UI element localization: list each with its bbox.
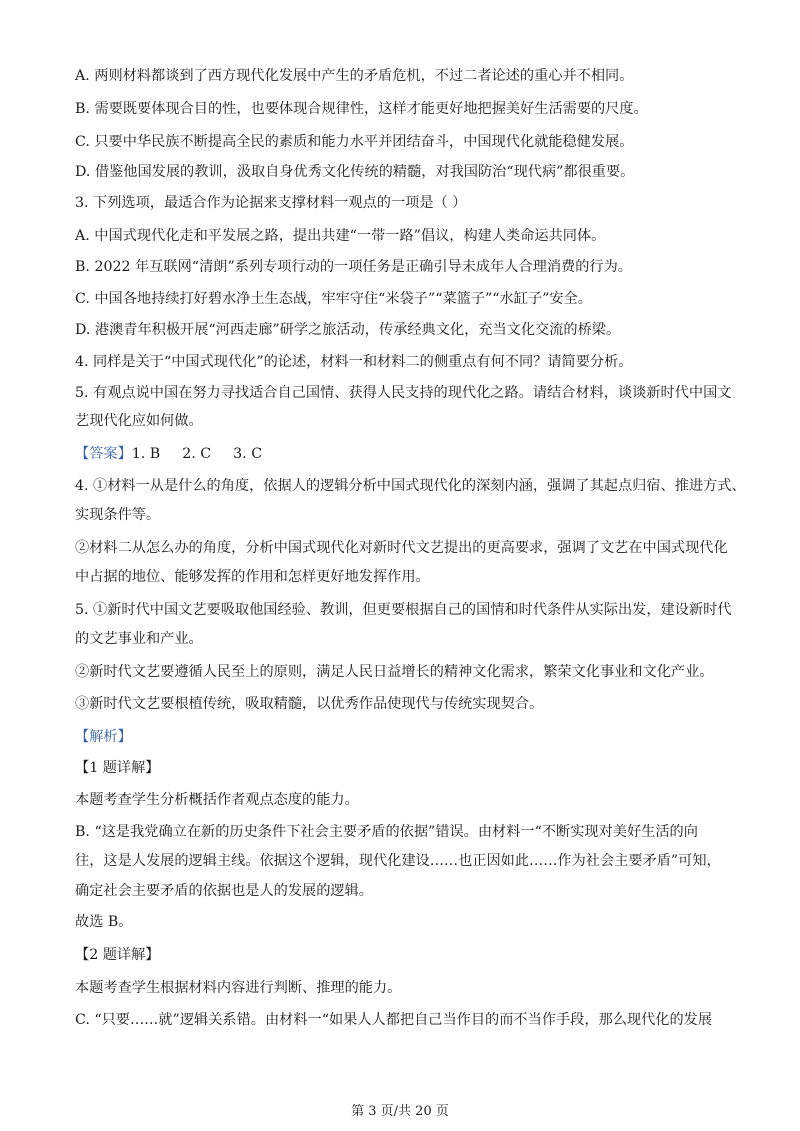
q2-option-b: B. 需要既要体现合目的性，也要体现合规律性，这样才能更好地把握美好生活需要的尺度。 [75, 101, 648, 117]
detail-1-line2: B. “这是我党确立在新的历史条件下社会主要矛盾的依据”错误。由材料一“不断实现对美好生活的向 [75, 824, 698, 840]
q4-stem: 4. 同样是关于“中国式现代化”的论述，材料一和材料二的侧重点有何不同？请简要分析。 [75, 354, 633, 370]
answer-5-point1-line1: 5. ①新时代中国文艺要吸取他国经验、教训，但更要根据自己的国情和时代条件从实际出发，建设新时代 [75, 602, 732, 618]
answer-label: 【答案】 [75, 446, 132, 462]
answer-5-point1-line2: 的文艺事业和产业。 [75, 631, 203, 647]
answer-3: 3. C [233, 446, 263, 462]
page-number: 第 3 页/共 20 页 [351, 1104, 449, 1119]
detail-1-line4: 确定社会主要矛盾的依据也是人的发展的逻辑。 [75, 883, 373, 899]
detail-2-line1: 本题考查学生根据材料内容进行判断、推理的能力。 [75, 980, 402, 996]
answer-4-point1-line2: 实现条件等。 [75, 507, 161, 523]
detail-1-line1: 本题考查学生分析概括作者观点态度的能力。 [75, 792, 359, 808]
q3-option-d: D. 港澳青年积极开展“河西走廊”研学之旅活动，传承经典文化，充当文化交流的桥梁。 [75, 322, 621, 338]
answer-4-point1-line1: 4. ①材料一从是什么的角度，依据人的逻辑分析中国式现代化的深刻内涵，强调了其起点归宿、推进方式、 [75, 478, 746, 494]
q2-option-d: D. 借鉴他国发展的教训，汲取自身优秀文化传统的精髓，对我国防治“现代病”都很重要。 [75, 164, 635, 180]
detail-1-title: 【1 题详解】 [75, 760, 160, 776]
detail-1-line3: 往，这是人发展的逻辑主线。依据这个逻辑，现代化建设……也正因如此……作为社会主要矛盾”可知， [75, 853, 721, 869]
detail-2-line2: C. “只要……就”逻辑关系错。由材料一“如果人人都把自己当作目的而不当作手段，那么现代化的发展 [75, 1012, 713, 1028]
q5-stem-line2: 艺现代化应如何做。 [75, 413, 203, 429]
q3-option-b: B. 2022 年互联网“清朗”系列专项行动的一项任务是正确引导未成年人合理消费的行为。 [75, 259, 632, 275]
answer-row [75, 444, 262, 464]
detail-2-title: 【2 题详解】 [75, 947, 160, 963]
q3-option-c: C. 中国各地持续打好碧水净土生态战，牢牢守住“米袋子”“菜篮子”“水缸子”安全。 [75, 291, 592, 307]
answer-2: 2. C [182, 446, 212, 462]
detail-1-line5: 故选 B。 [75, 914, 133, 930]
answer-1: 1. B [131, 446, 161, 462]
q3-stem: 3. 下列选项，最适合作为论据来支撑材料一观点的一项是（ ） [75, 195, 467, 211]
answer-4-point2-line2: 中占据的地位、能够发挥的作用和怎样更好地发挥作用。 [75, 569, 430, 585]
answer-5-point2: ②新时代文艺要遵循人民至上的原则，满足人民日益增长的精神文化需求，繁荣文化事业和文化产业。 [75, 664, 714, 680]
q2-option-c: C. 只要中华民族不断提高全民的素质和能力水平并团结奋斗，中国现代化就能稳健发展。 [75, 134, 634, 150]
analysis-label: 【解析】 [75, 729, 132, 745]
answer-4-point2-line1: ②材料二从怎么办的角度，分析中国式现代化对新时代文艺提出的更高要求，强调了文艺在中国式现代化 [75, 540, 728, 556]
q2-option-a: A. 两则材料都谈到了西方现代化发展中产生的矛盾危机，不过二者论述的重心并不相同。 [75, 68, 634, 84]
answer-5-point3: ③新时代文艺要根植传统，吸取精髓，以优秀作品使现代与传统实现契合。 [75, 696, 544, 712]
q3-option-a: A. 中国式现代化走和平发展之路，提出共建“一带一路”倡议，构建人类命运共同体。 [75, 228, 606, 244]
q5-stem-line1: 5. 有观点说中国在努力寻找适合自己国情、获得人民支持的现代化之路。请结合材料，谈谈新时代中国文 [75, 385, 732, 401]
